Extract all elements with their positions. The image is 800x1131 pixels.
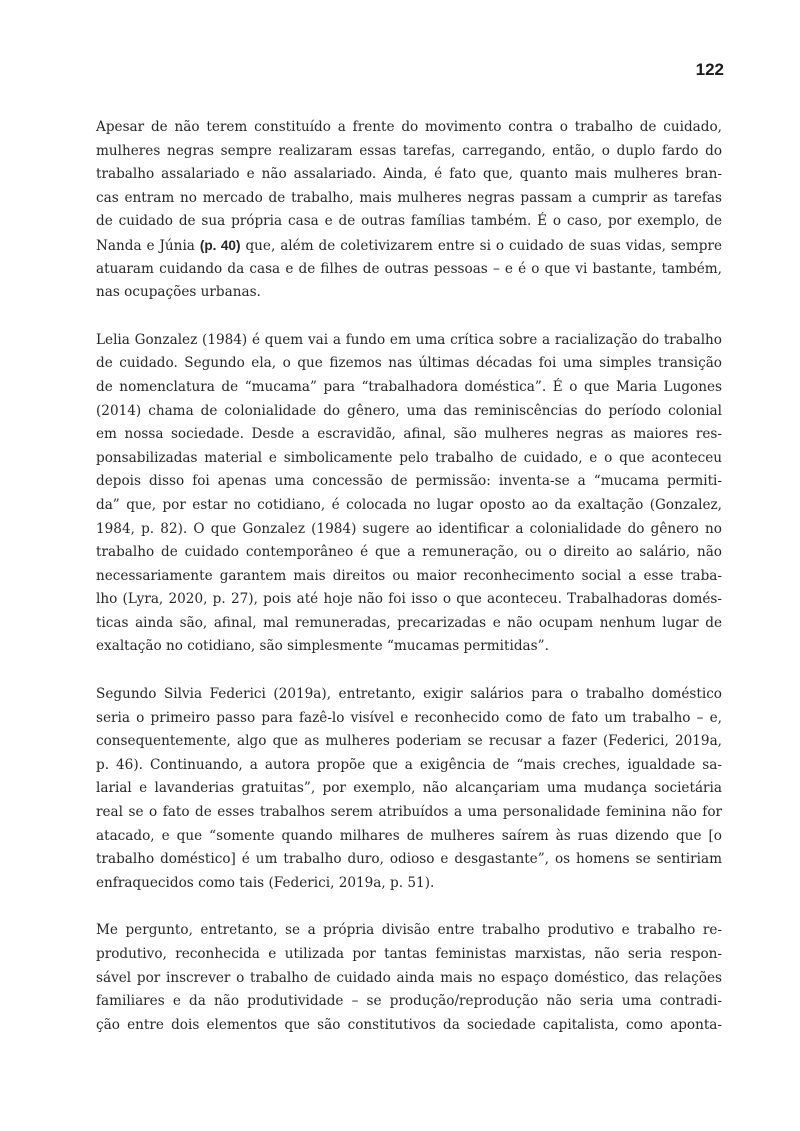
text-line: depois disso foi apenas uma concessão de permissão: inventa-se a “mucama permiti- (96, 473, 722, 490)
text-line: (2014) chama de colonialidade do gênero, uma das reminiscências do período colonial (96, 402, 722, 419)
text-line: de nomenclatura de “mucama” para “trabalhadora doméstica”. É o que Maria Lugones (96, 378, 722, 395)
text-line: produtivo, reconhecida e utilizada por tantas feministas marxistas, não seria respon- (96, 946, 722, 962)
text-line: trabalho assalariado e não assalariado. Ainda, é fato que, quanto mais mulheres bran- (96, 166, 722, 183)
paragraph (96, 683, 722, 895)
text-line: Me pergunto, entretanto, se a própria divisão entre trabalho produtivo e trabalho re- (96, 922, 722, 939)
text-line: trabalho de cuidado contemporâneo é que a remuneração, ou o direito ao salário, não (96, 544, 722, 561)
text-line: seria o primeiro passo para fazê-lo visível e reconhecido como de fato um trabalho – e, (96, 709, 722, 726)
text-line: de cuidado de sua própria casa e de outras famílias também. É o caso, por exemplo, de (96, 213, 722, 230)
paragraph-gap (96, 895, 722, 919)
text-line: sável por inscrever o trabalho de cuidado ainda mais no espaço doméstico, das relações (96, 969, 722, 986)
text-segment: que, além de coletivizarem entre si o cuidado de suas vidas, sempre (240, 237, 723, 254)
text-line: p. 46). Continuando, a autora propõe que a exigência de “mais creches, igualdade sa- (96, 756, 722, 773)
text-line: em nossa sociedade. Desde a escravidão, afinal, são mulheres negras as maiores res- (96, 426, 722, 443)
text-line: de cuidado. Segundo ela, o que fizemos nas últimas décadas foi uma simples transição (96, 355, 722, 372)
text-line: consequentemente, algo que as mulheres poderiam se recusar a fazer (Federici, 2019a, (96, 733, 722, 750)
paragraph (96, 116, 722, 305)
page-reference-link[interactable]: (p. 40) (199, 237, 241, 253)
paragraph (96, 919, 722, 1037)
text-line: larial e lavanderias gratuitas”, por exemplo, não alcançariam uma mudança societária (96, 780, 722, 797)
body-text (96, 116, 722, 1037)
text-line: lho (Lyra, 2020, p. 27), pois até hoje não foi isso o que aconteceu. Trabalhadoras domés- (96, 591, 722, 608)
text-line: nas ocupações urbanas. (96, 284, 261, 301)
text-line: trabalho doméstico] é um trabalho duro, odioso e desgastante”, os homens se sentiriam (96, 851, 722, 868)
text-line: ção entre dois elementos que são constitutivos da sociedade capitalista, como aponta- (96, 1016, 722, 1033)
paragraph (96, 329, 722, 659)
text-line: real se o fato de esses trabalhos serem atribuídos a uma personalidade feminina não for (96, 804, 722, 821)
text-line: ponsabilizadas material e simbolicamente pelo trabalho de cuidado, e o que aconteceu (96, 449, 722, 466)
text-line (96, 234, 722, 258)
text-line: mulheres negras sempre realizaram essas tarefas, carregando, então, o duplo fardo do (96, 142, 722, 159)
text-line: atacado, e que “somente quando milhares de mulheres saírem às ruas dizendo que [o (96, 827, 722, 844)
text-line: familiares e da não produtividade – se produção/reprodução não seria uma contradi- (96, 993, 722, 1010)
text-line: ticas ainda são, afinal, mal remuneradas, precarizadas e não ocupam nenhum lugar de (96, 614, 722, 631)
text-line: exaltação no cotidiano, são simplesmente “mucamas permitidas”. (96, 638, 549, 655)
text-line: necessariamente garantem mais direitos ou maior reconhecimento social a esse traba- (96, 567, 722, 584)
text-line: da” que, por estar no cotidiano, é colocada no lugar oposto ao da exaltação (Gonzalez, (96, 496, 722, 513)
text-line: enfraquecidos como tais (Federici, 2019a, p. 51). (96, 874, 435, 891)
text-line: cas entram no mercado de trabalho, mais mulheres negras passam a cumprir as tarefas (96, 189, 722, 206)
text-line: 1984, p. 82). O que Gonzalez (1984) sugere ao identificar a colonialidade do gênero no (96, 520, 722, 537)
text-line: Apesar de não terem constituído a frente do movimento contra o trabalho de cuidado, (96, 119, 722, 135)
text-line: atuaram cuidando da casa e de filhes de outras pessoas – e é o que vi bastante, também, (96, 260, 722, 277)
text-segment: Nanda e Júnia (96, 237, 200, 254)
text-line: Lelia Gonzalez (1984) é quem vai a fundo em uma crítica sobre a racialização do trabalho (96, 331, 722, 348)
paragraph-gap (96, 305, 722, 329)
text-line: Segundo Silvia Federici (2019a), entretanto, exigir salários para o trabalho doméstico (96, 686, 722, 703)
page-number: 122 (695, 60, 724, 79)
paragraph-gap (96, 659, 722, 683)
